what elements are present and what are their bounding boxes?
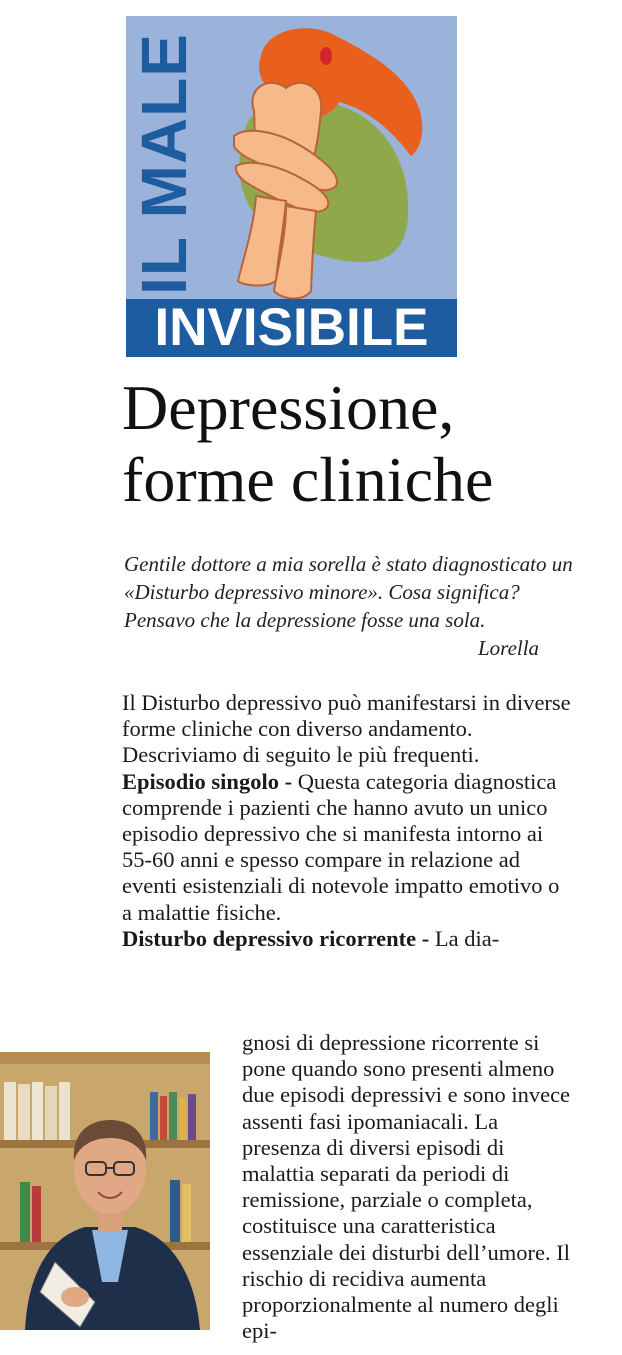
- section1-text: Questa categoria diagnostica comprende i pazienti che hanno avuto un unico episodio depressivo che si manifesta intorno ai 55-60 anni e spesso compare in relazione ad eventi esistenziali di notevole impatto emotivo o a malattie fisiche.: [122, 768, 560, 925]
- author-photo: [0, 1052, 210, 1330]
- logo-vertical-text: [128, 33, 200, 295]
- section1-heading: Episodio singolo -: [122, 768, 293, 794]
- il-male-invisibile-logo: [126, 16, 457, 357]
- article-title: [122, 372, 602, 516]
- section2-heading: Disturbo depressivo ricorrente -: [122, 925, 430, 951]
- logo-line1: IL MALE: [128, 33, 200, 295]
- article-body: [122, 690, 574, 952]
- logo-line2: INVISIBILE: [154, 298, 429, 357]
- author-portrait-image: [0, 1052, 210, 1330]
- section-disturbo-ricorrente-lead: [122, 926, 574, 952]
- section-episodio-singolo: [122, 769, 574, 926]
- reader-letter: Gentile dottore a mia sorella è stato diagnosticato un «Disturbo depressivo minore». Cosa significa? Pensavo che la depressione fosse una sola.: [124, 552, 573, 632]
- intro-paragraph: Il Disturbo depressivo può manifestarsi in diverse forme cliniche con diverso andamento. Descriviamo di seguito le più frequenti.: [122, 690, 571, 768]
- section2-lead: La dia-: [434, 925, 500, 951]
- section2-text: gnosi di depressione ricorrente si pone quando sono presenti almeno due episodi depressivi e sono invece assenti fasi ipomaniacali. La presenza di diversi episodi di malattia separati da periodi di remissione, parziale o completa, costituisce una caratteristica essenziale dei disturbi dell’umore. Il rischio di recidiva aumenta proporzionalmente al numero degli epi-: [242, 1030, 571, 1344]
- title-line2: forme cliniche: [122, 444, 494, 515]
- letter-signature: Lorella: [478, 636, 540, 660]
- title-line1: Depressione,: [122, 372, 455, 443]
